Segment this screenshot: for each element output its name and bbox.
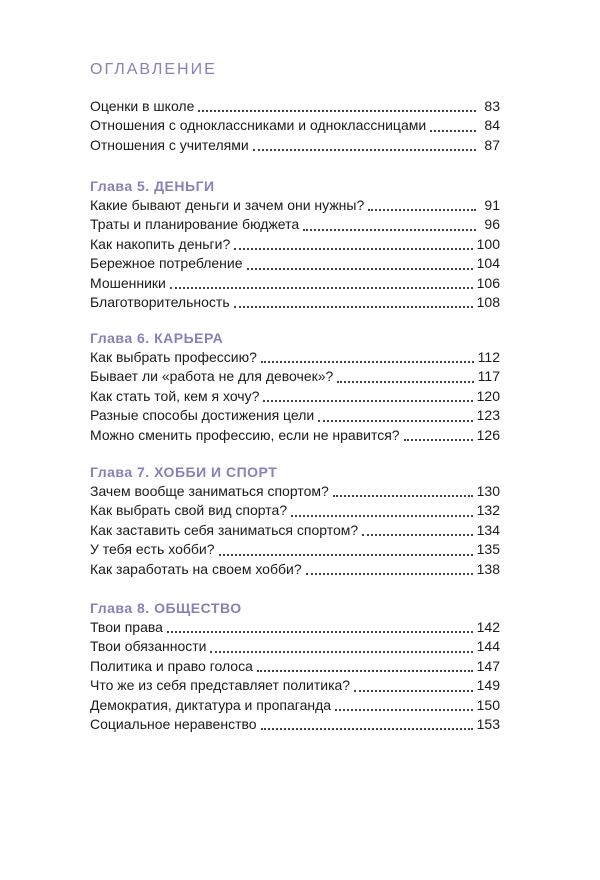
toc-entry-label: Бережное потребление <box>90 255 243 272</box>
toc-entry[interactable] <box>90 387 500 406</box>
toc-entry-page: 144 <box>476 638 500 655</box>
toc-entry-label: Как выбрать профессию? <box>90 349 257 365</box>
dot-leader <box>335 709 473 711</box>
toc-entry-label: Политика и право голоса <box>90 657 253 674</box>
toc-entry[interactable] <box>90 426 500 445</box>
toc-entry[interactable] <box>90 676 500 695</box>
toc-entry-page: 130 <box>476 483 500 499</box>
toc-entry-label: Можно сменить профессию, если не нравится? <box>90 426 400 443</box>
chapter-section-8 <box>90 598 500 734</box>
chapter-section-7 <box>90 462 500 579</box>
toc-entry[interactable] <box>90 116 500 135</box>
toc-entry-label: Демократия, диктатура и пропаганда <box>90 696 332 713</box>
toc-entry[interactable] <box>90 618 500 637</box>
toc-entry-page: 87 <box>484 136 500 153</box>
dot-leader <box>333 495 473 497</box>
toc-entry-page: 135 <box>476 541 500 558</box>
toc-entry-label: Твои обязанности <box>90 638 207 655</box>
toc-entry-page: 104 <box>476 255 500 272</box>
dot-leader <box>263 400 472 402</box>
chapter-heading[interactable]: Глава 5. ДЕНЬГИ <box>90 178 215 194</box>
dot-leader <box>306 573 473 575</box>
toc-entry-label: Как накопить деньги? <box>90 235 231 252</box>
toc-entry-page: 150 <box>476 696 500 713</box>
toc-entry[interactable] <box>90 254 500 273</box>
toc-entry[interactable] <box>90 696 500 715</box>
chapter-heading[interactable]: Глава 7. ХОББИ И СПОРТ <box>90 464 278 480</box>
toc-entry[interactable] <box>90 521 500 540</box>
toc-entry-page: 96 <box>484 216 500 233</box>
dot-leader <box>261 728 473 730</box>
toc-entry[interactable] <box>90 540 500 559</box>
toc-entry[interactable] <box>90 235 500 254</box>
toc-entry[interactable] <box>90 348 500 367</box>
toc-entry-label: Мошенники <box>90 274 166 291</box>
toc-entry-label: Оценки в школе <box>90 98 195 114</box>
toc-entry-page: 149 <box>476 677 500 694</box>
toc-entry-page: 100 <box>476 235 500 252</box>
toc-entry-page: 108 <box>476 293 500 310</box>
toc-entry-page: 120 <box>476 387 500 404</box>
toc-entry-label: Как заставить себя заниматься спортом? <box>90 521 359 538</box>
toc-entry-label: Бывает ли «работа не для девочек»? <box>90 368 334 385</box>
toc-entry-page: 126 <box>476 426 500 443</box>
toc-title: ОГЛАВЛЕНИЕ <box>90 61 217 78</box>
toc-entry[interactable] <box>90 406 500 425</box>
dot-leader <box>167 631 473 633</box>
toc-entry[interactable] <box>90 196 500 215</box>
toc-entry[interactable] <box>90 715 500 734</box>
toc-entry[interactable] <box>90 560 500 579</box>
toc-entry[interactable] <box>90 274 500 293</box>
toc-entry-label: Отношения с одноклассниками и одноклассницами <box>90 117 427 134</box>
toc-entry-page: 147 <box>476 657 500 674</box>
toc-entry-page: 153 <box>476 715 500 732</box>
chapter-heading[interactable]: Глава 6. КАРЬЕРА <box>90 330 224 346</box>
toc-entry-page: 142 <box>476 619 500 635</box>
dot-leader <box>354 690 473 692</box>
dot-leader <box>291 515 473 517</box>
toc-entry-page: 84 <box>484 117 500 134</box>
toc-entry[interactable] <box>90 367 500 386</box>
dot-leader <box>210 651 472 653</box>
toc-entry-label: У тебя есть хобби? <box>90 541 215 558</box>
toc-entry-page: 112 <box>477 349 500 365</box>
toc-entry-label: Что же из себя представляет политика? <box>90 677 351 694</box>
toc-entry[interactable] <box>90 637 500 656</box>
toc-entry-label: Твои права <box>90 619 163 635</box>
toc-entry-page: 134 <box>476 521 500 538</box>
chapter-heading[interactable]: Глава 8. ОБЩЕСТВО <box>90 600 242 616</box>
toc-entry-page: 83 <box>484 98 500 114</box>
toc-entry-page: 91 <box>484 197 500 213</box>
dot-leader <box>198 110 476 112</box>
dot-leader <box>362 534 472 536</box>
toc-entry[interactable] <box>90 657 500 676</box>
toc-entry-label: Благотворительность <box>90 293 230 310</box>
toc-entry[interactable] <box>90 501 500 520</box>
dot-leader <box>430 130 476 132</box>
dot-leader <box>318 420 472 422</box>
dot-leader <box>234 306 473 308</box>
dot-leader <box>257 670 473 672</box>
dot-leader <box>404 439 473 441</box>
toc-entry-label: Траты и планирование бюджета <box>90 216 300 233</box>
toc-entry[interactable] <box>90 293 500 312</box>
dot-leader <box>337 381 473 383</box>
toc-entry[interactable] <box>90 136 500 155</box>
toc-entry[interactable] <box>90 97 500 116</box>
toc-entry-label: Разные способы достижения цели <box>90 407 315 424</box>
toc-entry-page: 117 <box>477 368 500 385</box>
toc-entry-label: Социальное неравенство <box>90 715 257 732</box>
dot-leader <box>234 248 472 250</box>
dot-leader <box>219 554 473 556</box>
toc-entry-label: Как стать той, кем я хочу? <box>90 387 260 404</box>
dot-leader <box>303 229 476 231</box>
toc-intro-section <box>90 97 500 155</box>
toc-entry[interactable] <box>90 482 500 501</box>
dot-leader <box>253 149 476 151</box>
toc-entry-page: 123 <box>476 407 500 424</box>
toc-entry-label: Какие бывают деньги и зачем они нужны? <box>90 197 365 213</box>
dot-leader <box>247 268 473 270</box>
dot-leader <box>170 287 473 289</box>
chapter-section-6 <box>90 328 500 445</box>
toc-entry-label: Зачем вообще заниматься спортом? <box>90 483 329 499</box>
toc-entry-label: Как заработать на своем хобби? <box>90 560 302 577</box>
chapter-section-5 <box>90 176 500 312</box>
toc-entry[interactable] <box>90 215 500 234</box>
dot-leader <box>368 209 476 211</box>
toc-entry-label: Отношения с учителями <box>90 136 249 153</box>
toc-entry-page: 106 <box>476 274 500 291</box>
dot-leader <box>261 361 474 363</box>
toc-entry-page: 132 <box>476 502 500 519</box>
toc-entry-label: Как выбрать свой вид спорта? <box>90 502 288 519</box>
toc-entry-page: 138 <box>476 560 500 577</box>
